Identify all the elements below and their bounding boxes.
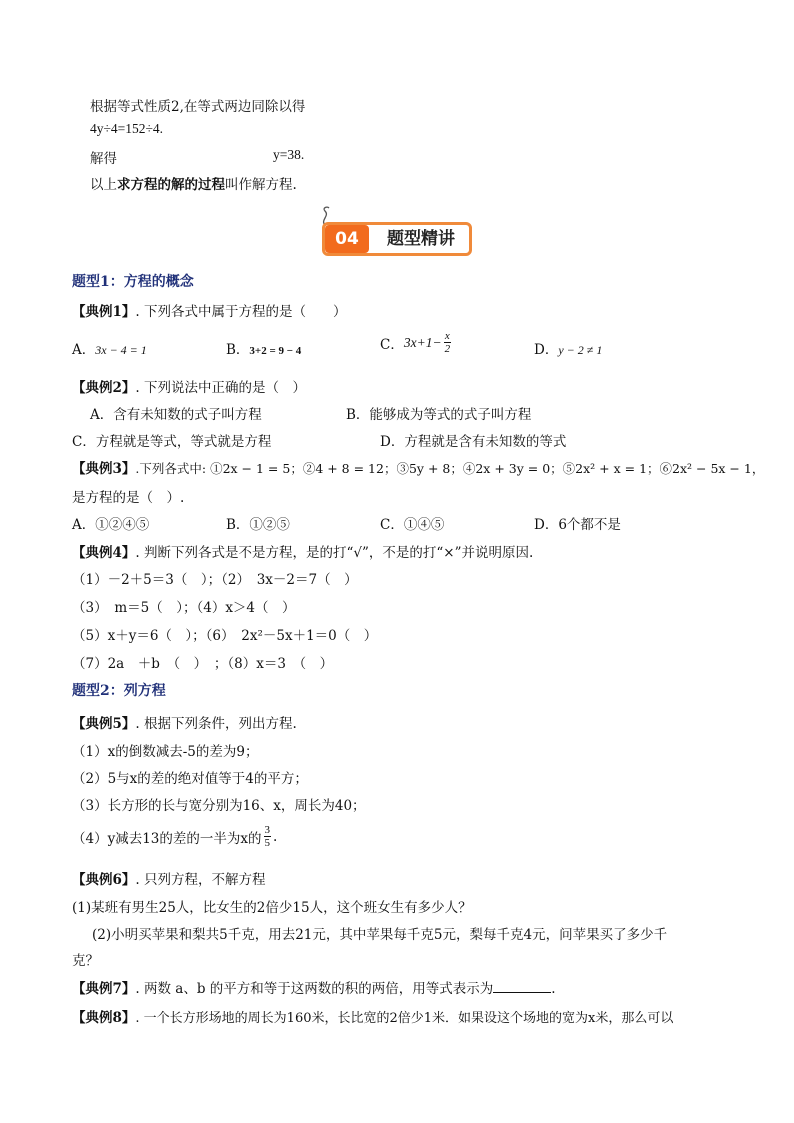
ex6-row-2a: (2)小明买苹果和梨共5千克，用去21元，其中苹果每千克5元，梨每千克4元，问苹果买了多少千 [92, 927, 668, 943]
ex5-stem [72, 712, 297, 732]
ex1-stem [72, 300, 347, 320]
ex6-question: . 只列方程，不解方程 [135, 872, 266, 888]
ex1-question: . 下列各式中属于方程的是（ ） [135, 304, 347, 320]
option-label: B． [226, 342, 250, 358]
ex2-question: . 下列说法中正确的是（ ） [135, 380, 306, 396]
ex4-row-2: （3） m＝5（ ）；（4）x＞4（ ） [72, 600, 296, 616]
fraction [264, 824, 272, 849]
fraction [444, 330, 452, 355]
ex4-row-4: （7）2a ＋b （ ） ；（8）x＝3 （ ） [72, 656, 334, 672]
ex4-question: . 判断下列各式是不是方程，是的打“√”，不是的打“×”并说明原因. [135, 545, 534, 561]
ex4-row-1: （1）－2＋5＝3（ ）；（2） 3x－2＝7（ ） [72, 572, 358, 588]
ex2-option-c: C．方程就是等式，等式就是方程 [72, 434, 272, 450]
ex5-row-4 [72, 824, 277, 849]
ex6-row-2b: 克？ [72, 953, 99, 969]
ex1-option-b [226, 338, 301, 358]
fraction-numerator: 3 [264, 824, 271, 836]
ex5-row-3: （3）长方形的长与宽分别为16、x，周长为40； [72, 798, 366, 814]
ex5-tag: 【典例5】 [72, 716, 136, 732]
type2-heading: 题型2：列方程 [72, 683, 166, 699]
ex3-option-d: D．6个都不是 [534, 517, 621, 533]
ex5-row-1: （1）x的倒数减去-5的差为9； [72, 744, 259, 760]
ex4-tag: 【典例4】 [72, 545, 136, 561]
ex6-tag: 【典例6】 [72, 872, 136, 888]
ex3-question: .下列各式中: ①2x − 1 = 5；②4 + 8 = 12；③5y + 8；④2x + 3y = 0；⑤2x² + x = 1；⑥2x² − 5x − 1， [135, 461, 765, 476]
ex1-option-c [380, 330, 453, 355]
fraction-denominator: 5 [264, 837, 271, 849]
ex6-row-1: (1)某班有男生25人，比女生的2倍少15人，这个班女生有多少人？ [72, 900, 472, 916]
ex8-question: . 一个长方形场地的周长为160米，长比宽的2倍少1米．如果设这个场地的宽为x米，那么可以 [135, 1011, 674, 1026]
ex3-option-a: A．①②④⑤ [72, 517, 150, 533]
option-text: 3+2 = 9 − 4 [249, 345, 302, 357]
ex1-tag: 【典例1】 [72, 304, 136, 320]
option-label: D． [534, 342, 559, 358]
answer-blank[interactable] [493, 980, 551, 993]
intro-line-1: 根据等式性质2,在等式两边同除以得 [90, 99, 306, 115]
ex5-row-2: （2）5与x的差的绝对值等于4的平方； [72, 771, 308, 787]
ex7-stem [72, 977, 556, 997]
intro-line-3-right: y=38. [273, 147, 305, 162]
ex4-row-3: （5）x＋y＝6（ ）；（6） 2x²－5x＋1＝0（ ） [72, 628, 378, 644]
ex4-stem [72, 541, 533, 561]
ex2-stem [72, 376, 306, 396]
intro-line-4-c: 叫作解方程. [225, 177, 297, 193]
ex8-tag: 【典例8】 [72, 1010, 136, 1026]
ex5-row-4-text: （4）y减去13的差的一半为x的 [72, 830, 262, 847]
ex7-question: . 两数 a、b 的平方和等于这两数的积的两倍，用等式表示为 [135, 981, 494, 997]
option-label: C． [380, 336, 404, 353]
intro-line-4 [90, 173, 297, 193]
ex2-tag: 【典例2】 [72, 380, 136, 396]
ex2-option-b: B．能够成为等式的式子叫方程 [346, 407, 532, 423]
ex2-option-d: D．方程就是含有未知数的等式 [380, 434, 567, 450]
ex5-question: . 根据下列条件，列出方程. [135, 716, 297, 732]
option-text: 3x − 4 = 1 [95, 343, 147, 357]
option-text: 3x+1− [403, 334, 442, 350]
fraction-denominator: 2 [444, 343, 451, 355]
option-label: A． [72, 342, 96, 358]
ex2-option-a: A．含有未知数的式子叫方程 [90, 407, 262, 423]
option-text: y − 2 ≠ 1 [558, 343, 603, 357]
ex1-option-a [72, 338, 147, 358]
ex3-option-b: B．①②⑤ [226, 517, 290, 533]
ex1-option-d [534, 338, 602, 358]
intro-line-3-left: 解得 [90, 151, 117, 167]
ex7-tag: 【典例7】 [72, 981, 136, 997]
ex6-stem [72, 868, 266, 888]
intro-line-4-a: 以上 [90, 177, 117, 193]
banner-number: 04 [325, 225, 369, 253]
ex3-option-c: C．①④⑤ [380, 517, 445, 533]
type1-heading: 题型1：方程的概念 [72, 274, 194, 290]
ex3-stem [72, 457, 764, 477]
ex7-end: . [551, 981, 556, 997]
section-banner [322, 218, 474, 260]
fraction-numerator: x [444, 330, 450, 342]
ex5-row-4-end: . [273, 828, 278, 845]
banner-title: 题型精讲 [387, 229, 455, 249]
ex8-stem [72, 1006, 673, 1026]
intro-line-4-bold: 求方程的解的过程 [117, 177, 225, 193]
ex3-stem-2: 是方程的是（ ）. [72, 490, 185, 506]
intro-line-2: 4y÷4=152÷4. [90, 121, 164, 136]
ex3-tag: 【典例3】 [72, 461, 136, 477]
